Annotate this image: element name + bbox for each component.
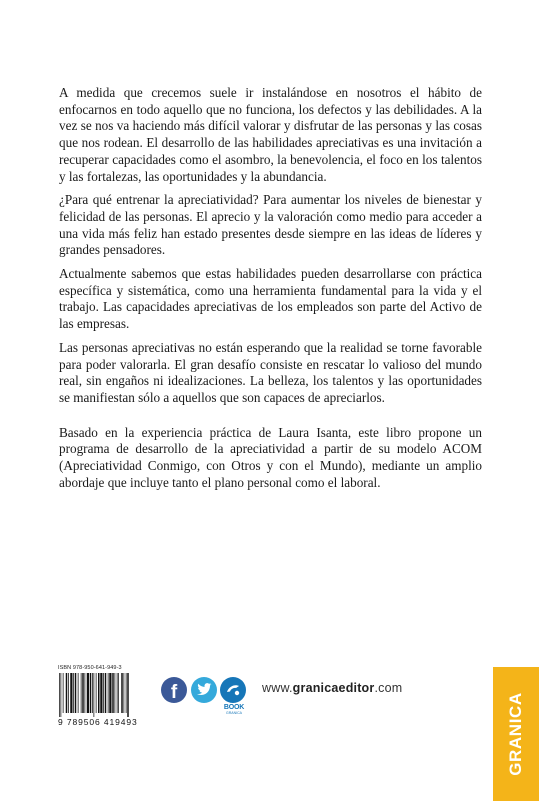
website-suffix: .com [374, 681, 403, 695]
publisher-logo: GRANICA [506, 692, 525, 776]
isbn-barcode [58, 665, 156, 727]
svg-text:f: f [170, 682, 178, 703]
paragraph-2: ¿Para qué entrenar la apreciatividad? Para aumentar los niveles de bienestar y felicidad de las personas. El aprecio y la valoración como medio para acceder a una vida más feliz han estado presentes desde siempre en las ideas de líderes y grandes pensadores. [59, 192, 482, 258]
isbn-label: ISBN 978-950-641-949-3 [58, 665, 122, 671]
website-brand: granicaeditor [292, 681, 375, 695]
back-cover-text [59, 85, 482, 498]
twitter-icon[interactable] [191, 677, 217, 703]
facebook-icon[interactable] [161, 677, 187, 703]
website-prefix: www. [262, 681, 293, 695]
book-icon[interactable] [220, 677, 246, 703]
barcode-digits: 9 789506 419493 [58, 717, 138, 727]
publisher-band [493, 667, 539, 801]
book-sublabel: GRANICA [226, 711, 242, 715]
book-label: BOOK [223, 704, 245, 711]
paragraph-5: Basado en la experiencia práctica de Laura Isanta, este libro propone un programa de desarrollo de la apreciatividad a partir de su modelo ACOM (Apreciatividad Conmigo, con Otros y con el Mundo), mediante un amplio abordaje que incluye tanto el plano personal como el laboral. [59, 424, 482, 490]
website-link[interactable] [262, 681, 402, 695]
barcode-bars [58, 673, 154, 717]
paragraph-3: Actualmente sabemos que estas habilidades pueden desarrollarse con práctica específica y sistemática, como una herramienta fundamental para la vida y el trabajo. Las capacidades apreciativas de los empleados son parte del Activo de las empresas. [59, 266, 482, 332]
paragraph-1: A medida que crecemos suele ir instalándose en nosotros el hábito de enfocarnos en todo aquello que no funciona, los defectos y las debilidades. A la vez se nos va haciendo más difícil valorar y disfrutar de las personas y las cosas que nos rodean. El desarrollo de las habilidades apreciativas es una invitación a recuperar capacidades como el asombro, la benevolencia, el foco en los talentos y las fortalezas, las oportunidades y la abundancia. [59, 85, 482, 184]
paragraph-4: Las personas apreciativas no están esperando que la realidad se torne favorable para poder valorarla. El gran desafío consiste en rescatar lo valioso del mundo real, sin engaños ni idealizaciones. La belleza, los talentos y las oportunidades se manifiestan sólo a aquellos que son capaces de apreciarlos. [59, 339, 482, 405]
